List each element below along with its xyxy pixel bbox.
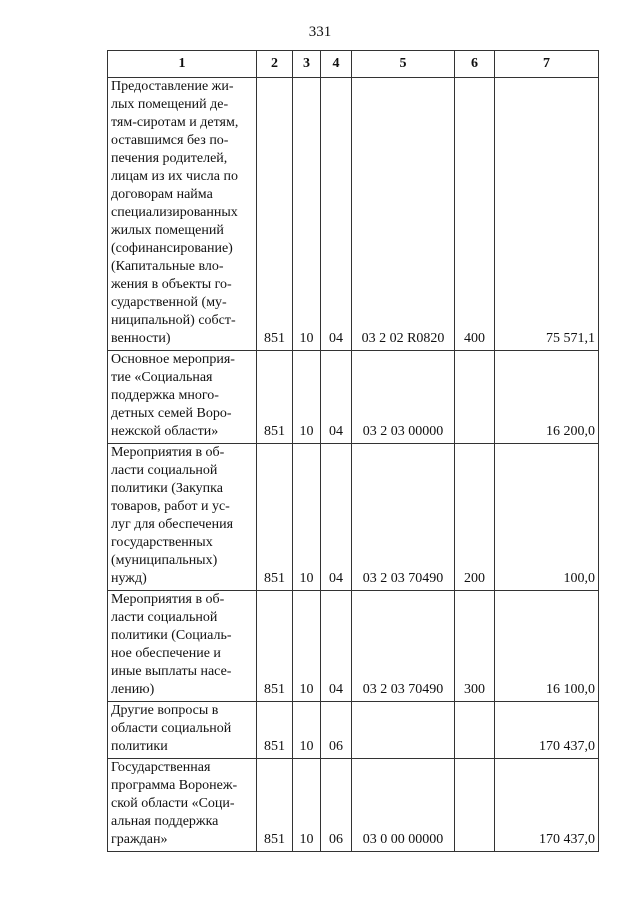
row-name-line: государственных	[111, 535, 213, 550]
row-name-line: нужд)	[111, 571, 147, 586]
header-col-7: 7	[495, 51, 599, 78]
row-name-line: специализированных	[111, 205, 238, 220]
row-name-cell	[108, 591, 257, 702]
row-name-line: ласти социальной	[111, 463, 218, 478]
table-row	[108, 591, 599, 702]
row-name-line: Основное мероприя-	[111, 352, 235, 367]
cell-target-article: 03 2 02 R0820	[352, 78, 455, 351]
row-name-line: Предоставление жи-	[111, 79, 234, 94]
row-name-line: (Капитальные вло-	[111, 259, 224, 274]
row-name-line: сударственной (му-	[111, 295, 227, 310]
row-name-line: Государственная	[111, 760, 211, 775]
cell-expense-type: 400	[455, 78, 495, 351]
row-name-line: программа Воронеж-	[111, 778, 238, 793]
cell-section: 10	[293, 351, 321, 444]
cell-amount: 170 437,0	[495, 702, 599, 759]
cell-section: 10	[293, 759, 321, 852]
header-row	[108, 51, 599, 78]
row-name-line: оставшимся без по-	[111, 133, 229, 148]
row-name-line: ниципальной) собст-	[111, 313, 236, 328]
row-name-line: лицам из их числа по	[111, 169, 238, 184]
row-name-line: области социальной	[111, 721, 232, 736]
row-name-cell	[108, 78, 257, 351]
row-name-line: луг для обеспечения	[111, 517, 234, 532]
cell-target-article: 03 2 03 70490	[352, 591, 455, 702]
table-row	[108, 78, 599, 351]
cell-subsection: 04	[321, 444, 352, 591]
cell-code-admin: 851	[257, 591, 293, 702]
row-name-line: политики (Закупка	[111, 481, 223, 496]
row-name-line: лых помещений де-	[111, 97, 229, 112]
row-name-line: печения родителей,	[111, 151, 228, 166]
cell-subsection: 06	[321, 759, 352, 852]
budget-table	[107, 50, 599, 852]
cell-expense-type	[455, 759, 495, 852]
row-name-line: политики (Социаль-	[111, 628, 232, 643]
cell-section: 10	[293, 591, 321, 702]
header-col-5: 5	[352, 51, 455, 78]
header-col-1: 1	[108, 51, 257, 78]
cell-target-article: 03 2 03 00000	[352, 351, 455, 444]
cell-expense-type: 200	[455, 444, 495, 591]
row-name-line: ской области «Соци-	[111, 796, 235, 811]
cell-expense-type: 300	[455, 591, 495, 702]
cell-amount: 16 100,0	[495, 591, 599, 702]
row-name-cell	[108, 702, 257, 759]
row-name-line: политики	[111, 739, 168, 754]
cell-section: 10	[293, 444, 321, 591]
header-col-2: 2	[257, 51, 293, 78]
row-name-line: тям-сиротам и детям,	[111, 115, 239, 130]
table-row	[108, 702, 599, 759]
row-name-line: договорам найма	[111, 187, 213, 202]
cell-code-admin: 851	[257, 351, 293, 444]
row-name-line: (софинансирование)	[111, 241, 233, 256]
cell-code-admin: 851	[257, 444, 293, 591]
row-name-line: ласти социальной	[111, 610, 218, 625]
row-name-line: ное обеспечение и	[111, 646, 221, 661]
row-name-line: альная поддержка	[111, 814, 219, 829]
cell-target-article	[352, 702, 455, 759]
row-name-line: венности)	[111, 331, 171, 346]
row-name-cell	[108, 759, 257, 852]
row-name-line: Мероприятия в об-	[111, 445, 225, 460]
row-name-line: детных семей Воро-	[111, 406, 232, 421]
cell-section: 10	[293, 702, 321, 759]
cell-subsection: 06	[321, 702, 352, 759]
cell-amount: 75 571,1	[495, 78, 599, 351]
cell-code-admin: 851	[257, 702, 293, 759]
row-name-cell	[108, 444, 257, 591]
row-name-cell	[108, 351, 257, 444]
table-row	[108, 444, 599, 591]
row-name-line: Мероприятия в об-	[111, 592, 225, 607]
page-number: 331	[308, 24, 332, 40]
row-name-line: иные выплаты насе-	[111, 664, 232, 679]
cell-subsection: 04	[321, 351, 352, 444]
cell-subsection: 04	[321, 591, 352, 702]
header-col-3: 3	[293, 51, 321, 78]
cell-expense-type	[455, 702, 495, 759]
cell-amount: 170 437,0	[495, 759, 599, 852]
cell-target-article: 03 0 00 00000	[352, 759, 455, 852]
table-row	[108, 351, 599, 444]
row-name-line: жилых помещений	[111, 223, 224, 238]
table-row	[108, 759, 599, 852]
cell-code-admin: 851	[257, 78, 293, 351]
row-name-line: тие «Социальная	[111, 370, 213, 385]
row-name-line: (муниципальных)	[111, 553, 218, 568]
cell-amount: 100,0	[495, 444, 599, 591]
header-col-4: 4	[321, 51, 352, 78]
row-name-line: нежской области»	[111, 424, 219, 439]
cell-subsection: 04	[321, 78, 352, 351]
cell-code-admin: 851	[257, 759, 293, 852]
cell-expense-type	[455, 351, 495, 444]
cell-target-article: 03 2 03 70490	[352, 444, 455, 591]
row-name-line: лению)	[111, 682, 155, 697]
cell-section: 10	[293, 78, 321, 351]
row-name-line: граждан»	[111, 832, 168, 847]
cell-amount: 16 200,0	[495, 351, 599, 444]
row-name-line: Другие вопросы в	[111, 703, 219, 718]
row-name-line: товаров, работ и ус-	[111, 499, 230, 514]
header-col-6: 6	[455, 51, 495, 78]
row-name-line: поддержка много-	[111, 388, 219, 403]
row-name-line: жения в объекты го-	[111, 277, 232, 292]
